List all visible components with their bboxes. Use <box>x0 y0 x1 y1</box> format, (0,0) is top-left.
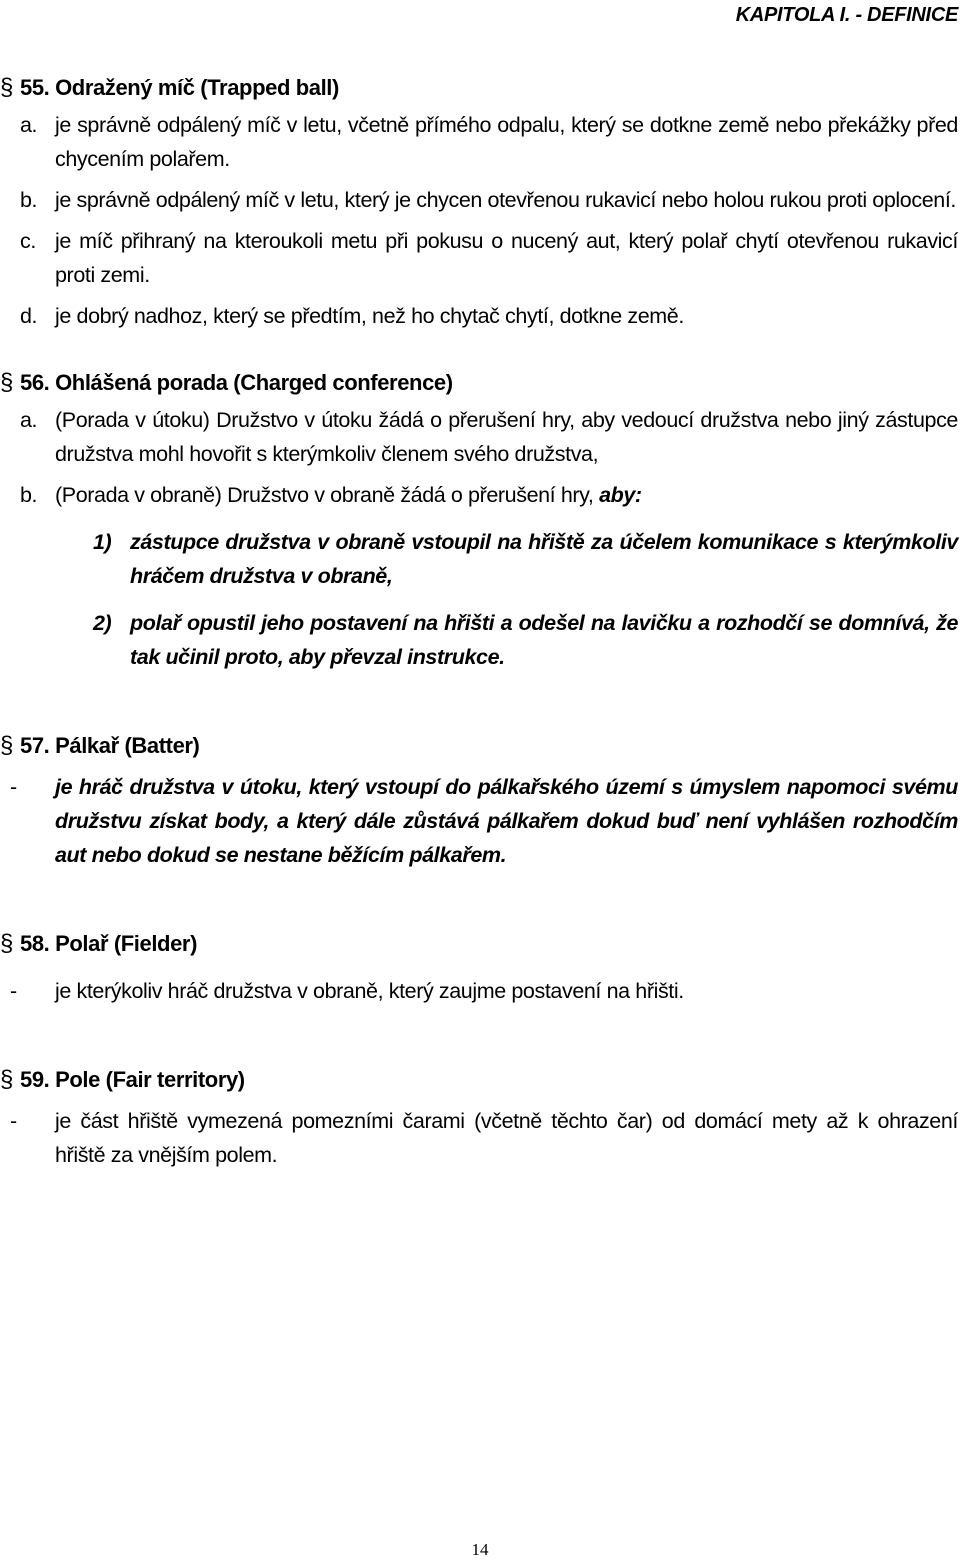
section-symbol: § <box>0 74 13 101</box>
section-59 <box>0 1060 960 1172</box>
item-text: je dobrý nadhoz, který se předtím, než ho chytač chytí, dotkne země. <box>55 304 684 328</box>
section-title: 55. Odražený míč (Trapped ball) <box>20 75 339 100</box>
section-56 <box>0 363 960 674</box>
dash-marker: - <box>10 979 17 1003</box>
list-item <box>0 478 960 512</box>
list-item <box>0 299 960 333</box>
page-number: 14 <box>471 1540 489 1559</box>
item-emphasis: aby: <box>599 483 642 507</box>
section-symbol: § <box>0 1066 13 1093</box>
sub-list-item <box>0 525 960 593</box>
section-heading <box>0 924 960 964</box>
item-text: (Porada v útoku) Družstvo v útoku žádá o přerušení hry, aby vedoucí družstva nebo jiný zástupce družstva mohl hovořit s kterýmkoliv členem svého družstva, <box>55 408 958 466</box>
definition-body: je hráč družstva v útoku, který vstoupí do pálkařského území s úmyslem napomoci svému družstvu získat body, a který dále zůstává pálkařem dokud buď není vyhlášen rozhodčím aut nebo dokud se nestane běžícím pálkařem. <box>55 775 958 867</box>
section-title: 57. Pálkař (Batter) <box>20 733 200 758</box>
item-text: je správně odpálený míč v letu, včetně přímého odpalu, který se dotkne země nebo překážky před chycením polařem. <box>55 113 958 171</box>
section-58 <box>0 924 960 1008</box>
chapter-header: KAPITOLA I. - DEFINICE <box>735 4 958 26</box>
sub-item-text: zástupce družstva v obraně vstoupil na hřiště za účelem komunikace s kterýmkoliv hráčem družstva v obraně, <box>130 530 958 588</box>
item-text: je správně odpálený míč v letu, který je chycen otevřenou rukavicí nebo holou rukou proti oplocení. <box>55 188 956 212</box>
definition-text <box>0 770 960 872</box>
item-text: (Porada v obraně) Družstvo v obraně žádá o přerušení hry, <box>55 483 594 507</box>
dash-marker: - <box>10 1109 17 1133</box>
dash-marker: - <box>10 775 17 799</box>
list-item <box>0 183 960 217</box>
section-heading <box>0 726 960 766</box>
list-item <box>0 403 960 471</box>
section-title: 59. Pole (Fair territory) <box>20 1067 245 1092</box>
section-55 <box>0 68 960 333</box>
sub-item-marker: 1) <box>93 530 112 554</box>
sub-item-text: polař opustil jeho postavení na hřišti a odešel na lavičku a rozhodčí se domnívá, že tak učinil proto, aby převzal instrukce. <box>130 611 958 669</box>
sub-item-marker: 2) <box>93 611 112 635</box>
section-57 <box>0 726 960 872</box>
definition-body: je kterýkoliv hráč družstva v obraně, který zaujme postavení na hřišti. <box>55 979 684 1003</box>
item-marker: b. <box>20 483 38 507</box>
list-item <box>0 224 960 292</box>
item-marker: c. <box>20 229 36 253</box>
section-heading <box>0 68 960 108</box>
section-symbol: § <box>0 369 13 396</box>
section-heading <box>0 363 960 403</box>
document-body <box>0 68 960 1172</box>
definition-text <box>0 1104 960 1172</box>
item-marker: a. <box>20 113 38 137</box>
item-marker: d. <box>20 304 38 328</box>
item-marker: b. <box>20 188 38 212</box>
section-title: 56. Ohlášená porada (Charged conference) <box>20 370 453 395</box>
section-symbol: § <box>0 930 13 957</box>
definition-body: je část hřiště vymezená pomezními čarami (včetně těchto čar) od domácí mety až k ohrazení hřiště za vnějším polem. <box>55 1109 958 1167</box>
item-text: je míč přihraný na kteroukoli metu při pokusu o nucený aut, který polař chytí otevřenou rukavicí proti zemi. <box>55 229 958 287</box>
section-symbol: § <box>0 732 13 759</box>
definition-text <box>0 974 960 1008</box>
item-marker: a. <box>20 408 38 432</box>
list-item <box>0 108 960 176</box>
section-title: 58. Polař (Fielder) <box>20 931 198 956</box>
sub-list-item <box>0 606 960 674</box>
section-heading <box>0 1060 960 1100</box>
